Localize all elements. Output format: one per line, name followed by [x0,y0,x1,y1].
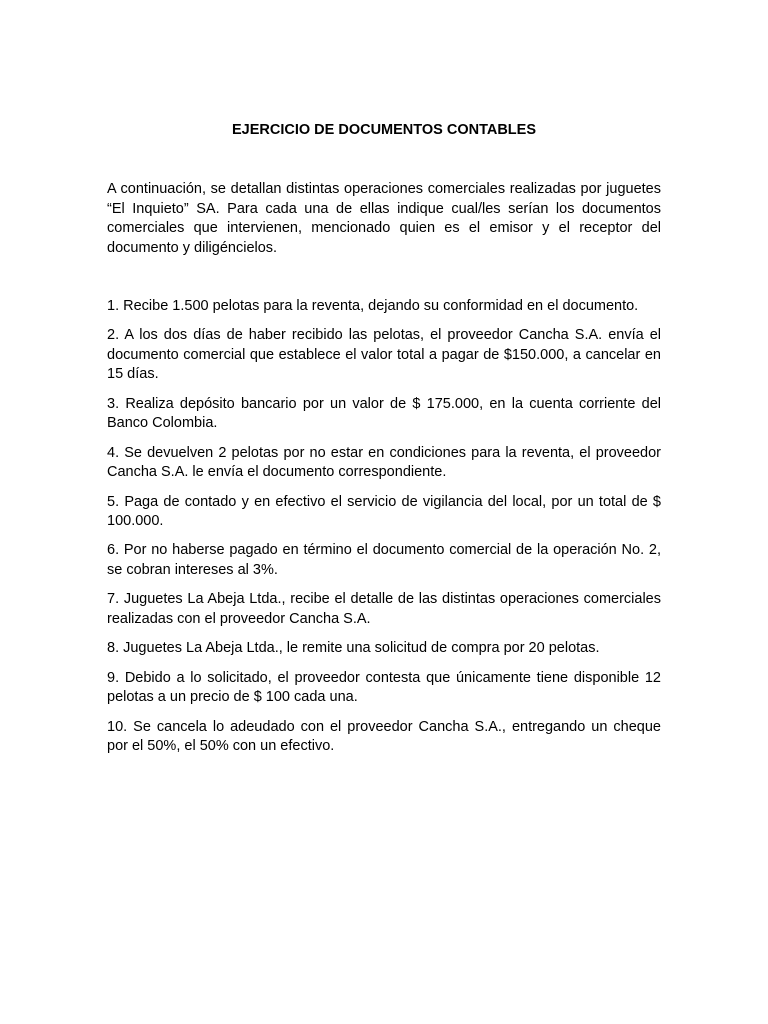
document-title: EJERCICIO DE DOCUMENTOS CONTABLES [232,122,536,138]
list-item: 9. Debido a lo solicitado, el proveedor contesta que únicamente tiene disponible 12 pelotas a un precio de $ 100 cada una. [107,669,661,706]
list-item: 5. Paga de contado y en efectivo el servicio de vigilancia del local, por un total de $ 100.000. [107,493,661,530]
list-item: 6. Por no haberse pagado en término el documento comercial de la operación No. 2, se cobran intereses al 3%. [107,542,661,578]
list-item: 1. Recibe 1.500 pelotas para la reventa, dejando su conformidad en el documento. [107,298,639,314]
operations-list [107,297,661,766]
list-item: 7. Juguetes La Abeja Ltda., recibe el detalle de las distintas operaciones comerciales realizadas con el proveedor Cancha S.A. [107,591,661,627]
list-item: 3. Realiza depósito bancario por un valor de $ 175.000, en la cuenta corriente del Banco Colombia. [107,395,661,432]
list-item: 2. A los dos días de haber recibido las pelotas, el proveedor Cancha S.A. envía el documento comercial que establece el valor total a pagar de $150.000, a cancelar en 15 días. [107,327,661,383]
intro-paragraph: A continuación, se detallan distintas operaciones comerciales realizadas por juguetes “El Inquieto” SA. Para cada una de ellas indique cual/les serían los documentos comerciales que intervienen, mencionado quien es el emisor y el receptor del documento y diligéncielos. [107,181,661,256]
list-item: 4. Se devuelven 2 pelotas por no estar en condiciones para la reventa, el proveedor Cancha S.A. le envía el documento correspondiente. [107,444,661,481]
list-item: 8. Juguetes La Abeja Ltda., le remite una solicitud de compra por 20 pelotas. [107,640,600,657]
list-item: 10. Se cancela lo adeudado con el proveedor Cancha S.A., entregando un cheque por el 50%, el 50% con un efectivo. [107,718,661,755]
